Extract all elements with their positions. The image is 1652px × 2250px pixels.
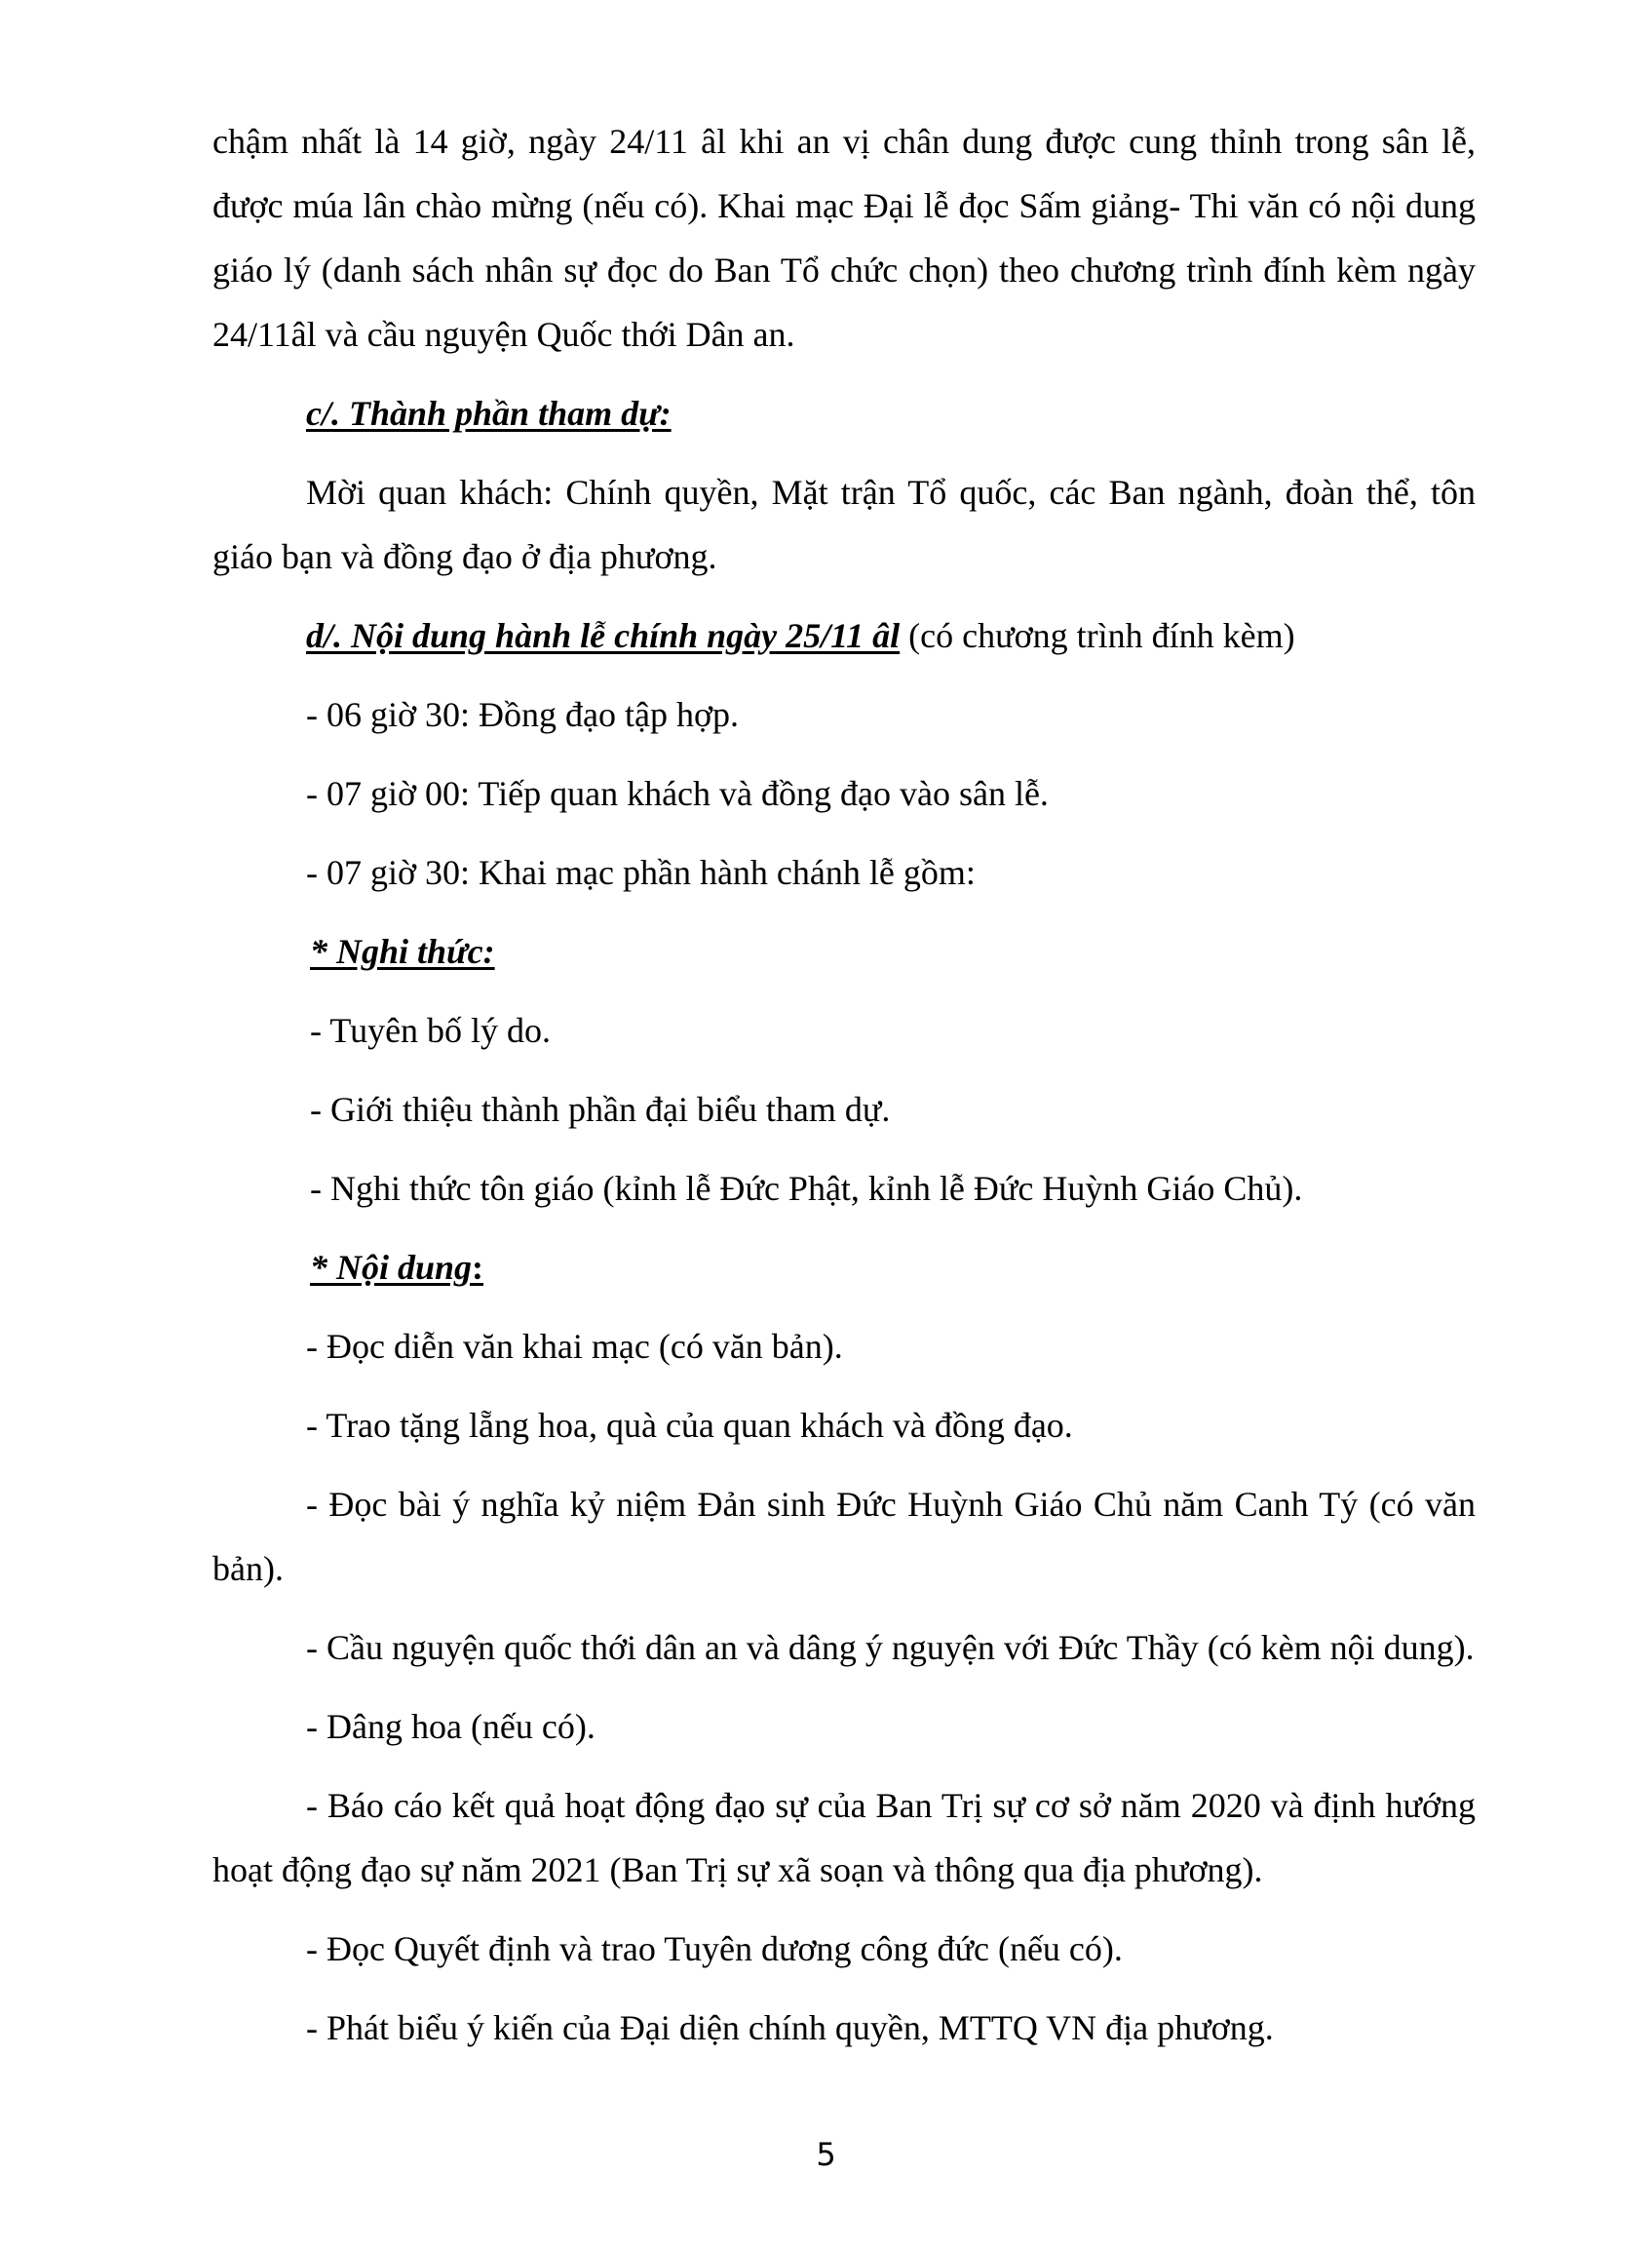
noi-dung-item-3: - Đọc bài ý nghĩa kỷ niệm Đản sinh Đức Huỳnh Giáo Chủ năm Canh Tý (có văn bản). <box>212 1485 1476 1588</box>
body-text <box>212 109 1476 2075</box>
heading-d-note: (có chương trình đính kèm) <box>900 616 1295 655</box>
noi-dung-item-5: - Dâng hoa (nếu có). <box>306 1707 595 1746</box>
noi-dung-item-8: - Phát biểu ý kiến của Đại diện chính quyền, MTTQ VN địa phương. <box>306 2008 1274 2047</box>
heading-d-text: d/. Nội dung hành lễ chính ngày 25/11 âl <box>306 616 901 655</box>
schedule-item-3: - 07 giờ 30: Khai mạc phần hành chánh lễ gồm: <box>306 853 976 892</box>
section-heading-c <box>212 381 1476 446</box>
noi-dung-item-4: - Cầu nguyện quốc thới dân an và dâng ý nguyện với Đức Thầy (có kèm nội dung). <box>306 1628 1475 1667</box>
section-heading-d <box>212 603 1476 668</box>
noi-dung-colon: : <box>472 1248 484 1287</box>
schedule-item-2: - 07 giờ 00: Tiếp quan khách và đồng đạo vào sân lễ. <box>306 774 1049 813</box>
paragraph-intro: chậm nhất là 14 giờ, ngày 24/11 âl khi an vị chân dung được cung thỉnh trong sân lễ, được múa lân chào mừng (nếu có). Khai mạc Đại lễ đọc Sấm giảng- Thi văn có nội dung giáo lý (danh sách nhân sự đọc do Ban Tổ chức chọn) theo chương trình đính kèm ngày 24/11âl và cầu nguyện Quốc thới Dân an. <box>212 122 1476 354</box>
paragraph-guests: Mời quan khách: Chính quyền, Mặt trận Tổ quốc, các Ban ngành, đoàn thể, tôn giáo bạn và đồng đạo ở địa phương. <box>212 473 1476 576</box>
subheading-noi-dung <box>212 1235 1476 1300</box>
nghi-thuc-text: * Nghi thức: <box>310 932 495 971</box>
noi-dung-text: * Nội dung <box>310 1248 473 1287</box>
nghi-thuc-item-3: - Nghi thức tôn giáo (kỉnh lễ Đức Phật, kỉnh lễ Đức Huỳnh Giáo Chủ). <box>310 1169 1303 1208</box>
schedule-item-1: - 06 giờ 30: Đồng đạo tập hợp. <box>306 695 740 734</box>
nghi-thuc-item-1: - Tuyên bố lý do. <box>310 1011 552 1050</box>
noi-dung-item-1: - Đọc diễn văn khai mạc (có văn bản). <box>306 1327 843 1366</box>
noi-dung-item-6: - Báo cáo kết quả hoạt động đạo sự của Ban Trị sự cơ sở năm 2020 và định hướng hoạt động đạo sự năm 2021 (Ban Trị sự xã soạn và thông qua địa phương). <box>212 1786 1476 1889</box>
page-number: 5 <box>816 2136 836 2173</box>
nghi-thuc-item-2: - Giới thiệu thành phần đại biểu tham dự. <box>310 1090 891 1129</box>
noi-dung-item-7: - Đọc Quyết định và trao Tuyên dương công đức (nếu có). <box>306 1929 1123 1968</box>
noi-dung-item-2: - Trao tặng lẵng hoa, quà của quan khách và đồng đạo. <box>306 1406 1073 1445</box>
heading-c-text: c/. Thành phần tham dự: <box>306 394 672 433</box>
subheading-nghi-thuc <box>212 919 1476 984</box>
